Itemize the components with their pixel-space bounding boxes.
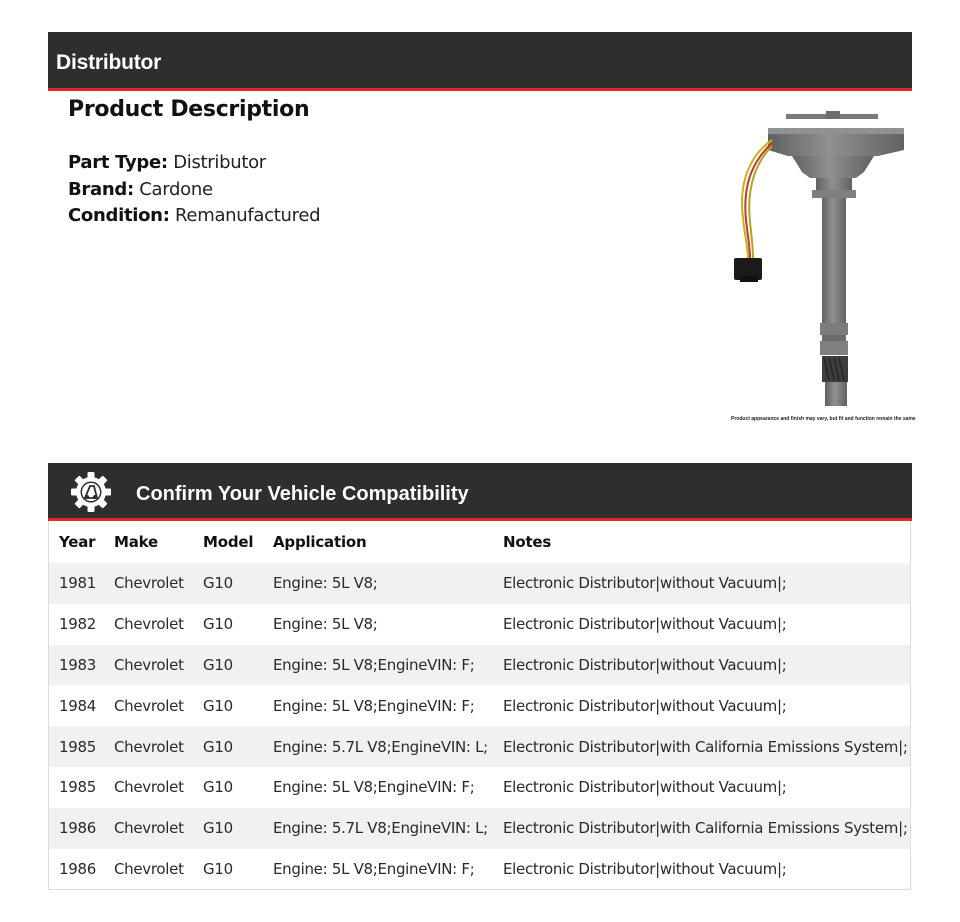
cell-model: G10 <box>203 737 233 756</box>
column-header-application: Application <box>273 533 367 551</box>
spec-list <box>68 150 320 230</box>
cell-model: G10 <box>203 859 233 878</box>
cell-notes: Electronic Distributor|without Vacuum|; <box>503 696 787 715</box>
cell-model: G10 <box>203 574 233 593</box>
cell-make: Chevrolet <box>114 859 184 878</box>
cell-year: 1982 <box>59 615 96 634</box>
cell-make: Chevrolet <box>114 615 184 634</box>
cell-notes: Electronic Distributor|with California Emissions System|; <box>503 737 908 756</box>
cell-year: 1986 <box>59 819 96 838</box>
cell-make: Chevrolet <box>114 696 184 715</box>
table-row <box>49 645 911 686</box>
cell-make: Chevrolet <box>114 574 184 593</box>
cell-make: Chevrolet <box>114 778 184 797</box>
section-title: Distributor <box>56 51 162 74</box>
cell-application: Engine: 5L V8;EngineVIN: F; <box>273 778 475 797</box>
cell-application: Engine: 5L V8;EngineVIN: F; <box>273 696 475 715</box>
column-header-notes: Notes <box>503 533 552 551</box>
cell-year: 1985 <box>59 778 96 797</box>
cell-year: 1983 <box>59 655 96 674</box>
table-row <box>49 726 911 767</box>
compatibility-title: Confirm Your Vehicle Compatibility <box>136 483 469 505</box>
product-description-heading: Product Description <box>68 97 310 122</box>
title-bar <box>48 32 912 91</box>
compatibility-header <box>48 463 912 521</box>
cell-make: Chevrolet <box>114 819 184 838</box>
distributor-illustration <box>728 108 908 412</box>
cell-make: Chevrolet <box>114 655 184 674</box>
spec-part-type <box>68 150 320 177</box>
column-header-make: Make <box>114 533 158 551</box>
cell-notes: Electronic Distributor|without Vacuum|; <box>503 859 787 878</box>
cell-model: G10 <box>203 696 233 715</box>
column-header-year: Year <box>59 533 96 551</box>
table-row <box>49 808 911 849</box>
cell-model: G10 <box>203 615 233 634</box>
cell-notes: Electronic Distributor|with California Emissions System|; <box>503 819 908 838</box>
cell-application: Engine: 5L V8; <box>273 574 378 593</box>
cell-year: 1986 <box>59 859 96 878</box>
spec-value: Remanufactured <box>175 205 321 226</box>
cell-application: Engine: 5L V8;EngineVIN: F; <box>273 859 475 878</box>
cell-year: 1984 <box>59 696 96 715</box>
cell-application: Engine: 5.7L V8;EngineVIN: L; <box>273 737 488 756</box>
compatibility-table <box>48 521 911 890</box>
table-header-row <box>49 521 911 563</box>
spec-label: Condition: <box>68 205 170 226</box>
image-disclaimer: Product appearance and finish may vary, but fit and function remain the same <box>731 416 916 422</box>
cell-notes: Electronic Distributor|without Vacuum|; <box>503 615 787 634</box>
cell-make: Chevrolet <box>114 737 184 756</box>
gear-icon <box>70 471 112 513</box>
table-row <box>49 767 911 808</box>
cell-year: 1981 <box>59 574 96 593</box>
cell-notes: Electronic Distributor|without Vacuum|; <box>503 655 787 674</box>
table-row <box>49 849 911 890</box>
cell-application: Engine: 5L V8;EngineVIN: F; <box>273 655 475 674</box>
spec-label: Brand: <box>68 178 134 200</box>
cell-model: G10 <box>203 819 233 838</box>
spec-condition <box>68 203 320 230</box>
spec-label: Part Type: <box>68 152 168 173</box>
table-row <box>49 563 911 604</box>
column-header-model: Model <box>203 533 254 551</box>
cell-notes: Electronic Distributor|without Vacuum|; <box>503 778 787 797</box>
spec-brand <box>68 177 320 204</box>
cell-application: Engine: 5L V8; <box>273 615 378 634</box>
table-row <box>49 685 911 726</box>
spec-value: Distributor <box>173 152 266 173</box>
cell-model: G10 <box>203 778 233 797</box>
cell-application: Engine: 5.7L V8;EngineVIN: L; <box>273 819 488 838</box>
table-row <box>49 604 911 645</box>
spec-value: Cardone <box>139 178 213 200</box>
product-image <box>728 108 908 412</box>
cell-notes: Electronic Distributor|without Vacuum|; <box>503 574 787 593</box>
cell-year: 1985 <box>59 737 96 756</box>
cell-model: G10 <box>203 655 233 674</box>
